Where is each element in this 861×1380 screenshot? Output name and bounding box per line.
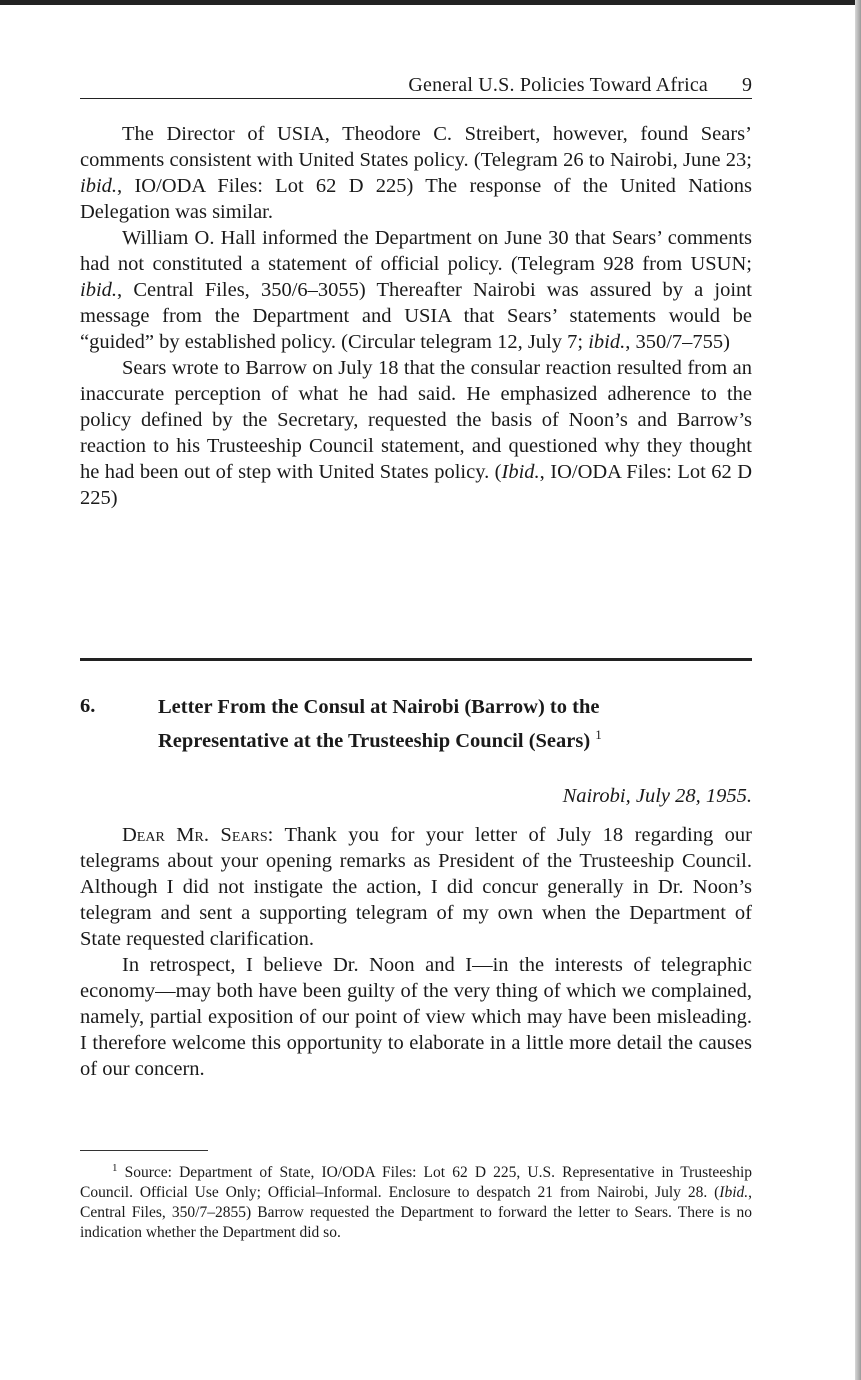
running-head xyxy=(80,74,752,99)
citation-ibid: ibid. xyxy=(80,175,118,197)
letter-paragraph xyxy=(80,822,752,952)
footnote-text xyxy=(80,1164,752,1241)
text-run: Source: Department of State, IO/ODA Files: Lot 62 D 225, U.S. Representative in Trusteeship Council. Official Use Only; Official–Informal. Enclosure to despatch 21 from Nairobi, July 28. ( xyxy=(80,1164,753,1202)
document-title xyxy=(158,693,718,755)
text-run: , Central Files, 350/7–2855) Barrow requested the Department to forward the letter to Sears. There is no indication whether the Department did so. xyxy=(80,1184,752,1242)
letter-body xyxy=(80,822,752,1082)
document-number: 6. xyxy=(80,695,96,717)
citation-ibid: Ibid. xyxy=(501,461,540,483)
dateline: Nairobi, July 28, 1955. xyxy=(562,785,752,807)
text-run: , IO/ODA Files: Lot 62 D 225) xyxy=(80,461,752,509)
citation-ibid: Ibid. xyxy=(719,1184,749,1202)
text-run: Sears wrote to Barrow on July 18 that the consular reaction resulted from an inaccurate perception of what he had said. He emphasized adherence to the policy defined by the Secretary, requested the basis of Noon’s and Barrow’s reaction to his Trusteeship Council statement, and questioned why they thought he had been out of step with United States policy. ( xyxy=(80,357,752,483)
editorial-paragraph xyxy=(80,355,752,511)
scan-edge-shadow xyxy=(855,0,861,1380)
editorial-paragraph xyxy=(80,225,752,355)
document-title-text: Letter From the Consul at Nairobi (Barrow) to the Representative at the Trusteeship Council (Sears) xyxy=(158,696,600,752)
letter-paragraph: In retrospect, I believe Dr. Noon and I—in the interests of telegraphic economy—may both have been guilty of the very thing of which we complained, namely, partial exposition of our point of view which may have been misleading. I therefore welcome this opportunity to elaborate in a little more detail the causes of our concern. xyxy=(80,954,752,1080)
footnote-reference: 1 xyxy=(595,727,602,742)
footnote-rule xyxy=(80,1150,208,1151)
citation-ibid: ibid. xyxy=(588,331,626,353)
text-run: The Director of USIA, Theodore C. Streibert, however, found Sears’ comments consistent with United States policy. (Telegram 26 to Nairobi, June 23; xyxy=(80,123,752,171)
editorial-paragraph xyxy=(80,121,752,225)
salutation: Dear Mr. Sears: xyxy=(122,824,274,846)
footnote-marker: 1 xyxy=(112,1162,118,1174)
text-run: , IO/ODA Files: Lot 62 D 225) The response of the United Nations Delegation was similar. xyxy=(80,175,752,223)
letter-paragraph-text: Thank you for your letter of July 18 regarding our telegrams about your opening remarks as President of the Trusteeship Council. Although I did not instigate the action, I did concur generally in Dr. Noon’s telegram and sent a supporting telegram of my own when the Department of State requested clarification. xyxy=(80,824,752,950)
text-run: , 350/7–755) xyxy=(625,331,730,353)
text-run: William O. Hall informed the Department on June 30 that Sears’ comments had not constituted a statement of official policy. (Telegram 928 from USUN; xyxy=(80,227,752,275)
citation-ibid: ibid. xyxy=(80,279,118,301)
footnote xyxy=(80,1158,752,1243)
text-run: , Central Files, 350/6–3055) Thereafter Nairobi was assured by a joint message from the Department and USIA that Sears’ statements would be “guided” by established policy. (Circular telegram 12, July 7; xyxy=(80,279,752,353)
section-divider xyxy=(80,658,752,661)
running-head-title: General U.S. Policies Toward Africa xyxy=(408,74,708,96)
editorial-note xyxy=(80,121,752,511)
page-top-border xyxy=(0,0,861,5)
page-number: 9 xyxy=(742,74,752,96)
